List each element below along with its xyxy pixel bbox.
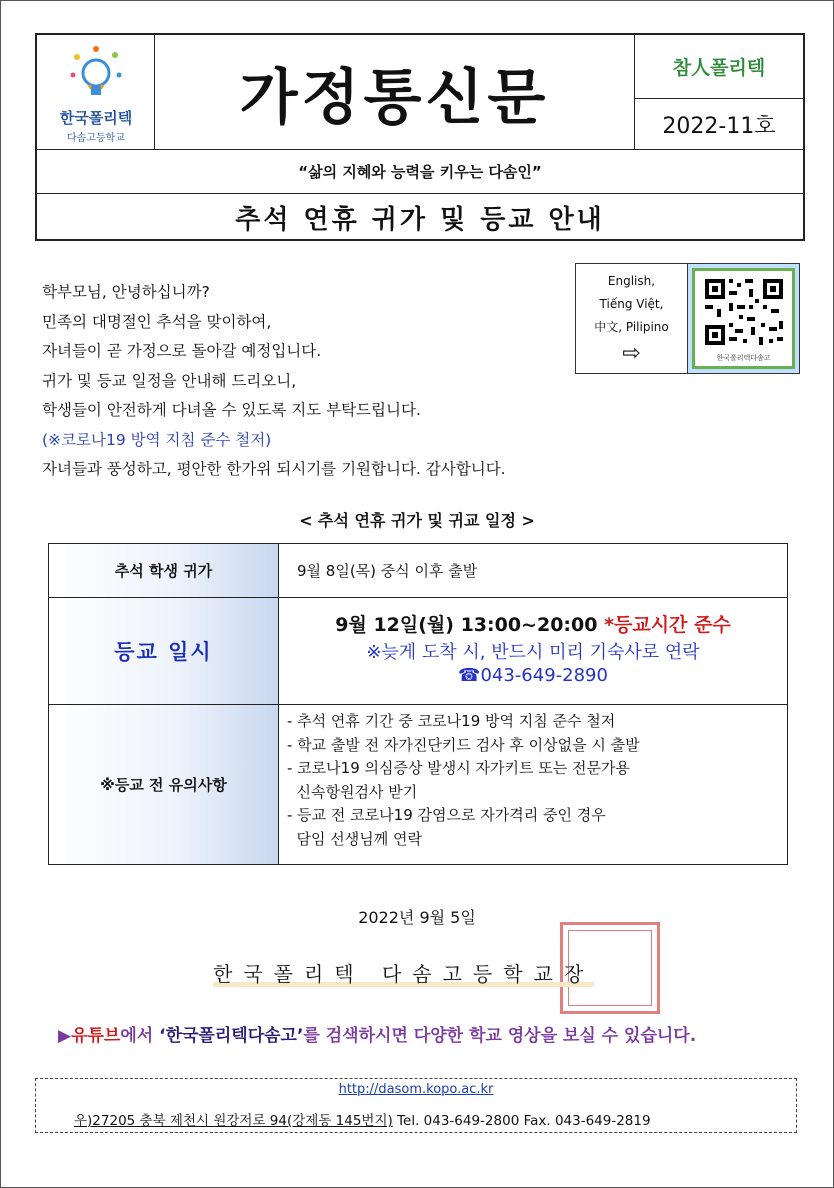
address-main: 우)27205 충북 제천시 원강저로 94(강제동 145번지) — [74, 1113, 393, 1129]
return-time — [279, 610, 787, 638]
caution-line: 신속항원검사 받기 — [287, 782, 418, 801]
greeting-line: 학부모님, 안녕하십니까? — [42, 283, 210, 301]
language-list — [576, 264, 688, 373]
issue-date: 2022년 9월 5일 — [358, 908, 476, 927]
youtube-text: 를 검색하시면 다양한 학교 영상을 보실 수 있습니다. — [303, 1026, 697, 1046]
language-item: English, — [607, 274, 656, 288]
row-label: 추석 학생 귀가 — [49, 544, 279, 597]
logo-school: 다솜고등학교 — [67, 133, 125, 144]
arrow-right-icon: ⇨ — [622, 341, 641, 366]
schedule-table — [48, 543, 788, 865]
caution-line: 담임 선생님께 연락 — [287, 829, 422, 848]
caution-line: - 코로나19 의심증상 발생시 자가키트 또는 전문가용 — [287, 759, 630, 777]
greeting-line: 학생들이 안전하게 다녀올 수 있도록 지도 부탁드립니다. — [42, 401, 421, 419]
qr-code-panel[interactable] — [688, 264, 799, 373]
brand-text: 참人폴리텍 — [672, 57, 766, 79]
late-arrival-note: ※늦게 도착 시, 반드시 미리 기숙사로 연락 — [366, 642, 700, 663]
greeting-line: 자녀들이 곧 가정으로 돌아갈 예정입니다. — [42, 342, 322, 360]
youtube-text: 에서 — [120, 1026, 160, 1046]
table-row — [49, 598, 787, 705]
caution-line: - 추석 연휴 기간 중 코로나19 방역 지침 준수 철저 — [287, 712, 616, 730]
youtube-search-term: ‘한국폴리텍다솜고’ — [159, 1026, 304, 1046]
row-value — [279, 705, 787, 864]
school-motto: “삶의 지혜와 능력을 키우는 다솜인” — [37, 150, 803, 194]
youtube-label: 유튜브 — [71, 1026, 121, 1046]
logo-name: 한국폴리텍 — [59, 109, 133, 127]
table-row — [49, 705, 787, 864]
school-address — [74, 1109, 651, 1129]
language-qr-box[interactable] — [575, 263, 800, 374]
youtube-notice — [58, 1021, 696, 1046]
caution-line: - 등교 전 코로나19 감염으로 자가격리 중인 경우 — [287, 806, 606, 824]
bulb-logo-icon — [37, 35, 155, 107]
page-title: 가정통신문 — [239, 62, 550, 133]
table-row — [49, 544, 787, 598]
schedule-title: < 추석 연휴 귀가 및 귀교 일정 > — [299, 511, 535, 530]
dorm-phone[interactable]: ☎043-649-2890 — [458, 665, 608, 686]
caution-line: - 학교 출발 전 자가진단키드 검사 후 이상없을 시 출발 — [287, 735, 640, 754]
greeting-line: 민족의 대명절인 추석을 맞이하여, — [42, 312, 272, 331]
return-time-note: *등교시간 준수 — [604, 614, 731, 636]
qr-caption: 한국폴리텍다솜고 — [716, 354, 771, 362]
return-time-text: 9월 12일(월) 13:00~20:00 — [335, 614, 605, 636]
website-url-wrap — [36, 1082, 796, 1097]
language-item: 中文, Pilipino — [594, 320, 669, 334]
language-item: Tiếng Việt, — [599, 297, 664, 311]
qr-code-icon — [699, 275, 791, 357]
row-value — [279, 598, 787, 704]
row-value: 9월 8일(목) 중식 이후 출발 — [297, 562, 478, 580]
qr-code[interactable] — [692, 268, 795, 369]
row-label: 등교 일시 — [49, 598, 279, 704]
address-contact: Tel. 043-649-2800 Fax. 043-649-2819 — [392, 1113, 651, 1129]
brand-logo — [635, 35, 803, 99]
notice-subject: 추석 연휴 귀가 및 등교 안내 — [235, 204, 605, 235]
newsletter-header — [35, 33, 805, 241]
header-top-row — [37, 35, 803, 150]
greeting-covid-note: (※코로나19 방역 지침 준수 철저) — [42, 430, 272, 449]
website-link[interactable]: http://dasom.kopo.ac.kr — [338, 1082, 494, 1097]
greeting-line: 자녀들과 풍성하고, 평안한 한가위 되시기를 기원합니다. 감사합니다. — [42, 460, 506, 478]
page-title-cell — [155, 35, 635, 150]
school-logo — [37, 35, 155, 150]
row-label: ※등교 전 유의사항 — [49, 705, 279, 864]
principal-signature: 한국폴리텍 다솜고등학교장 — [213, 958, 594, 987]
greeting-text — [42, 278, 602, 485]
greeting-line: 귀가 및 등교 일정을 안내해 드리오니, — [42, 371, 297, 390]
contact-footer — [35, 1078, 797, 1133]
play-marker-icon: ▶ — [58, 1026, 72, 1046]
issue-number: 2022-11호 — [662, 114, 776, 139]
